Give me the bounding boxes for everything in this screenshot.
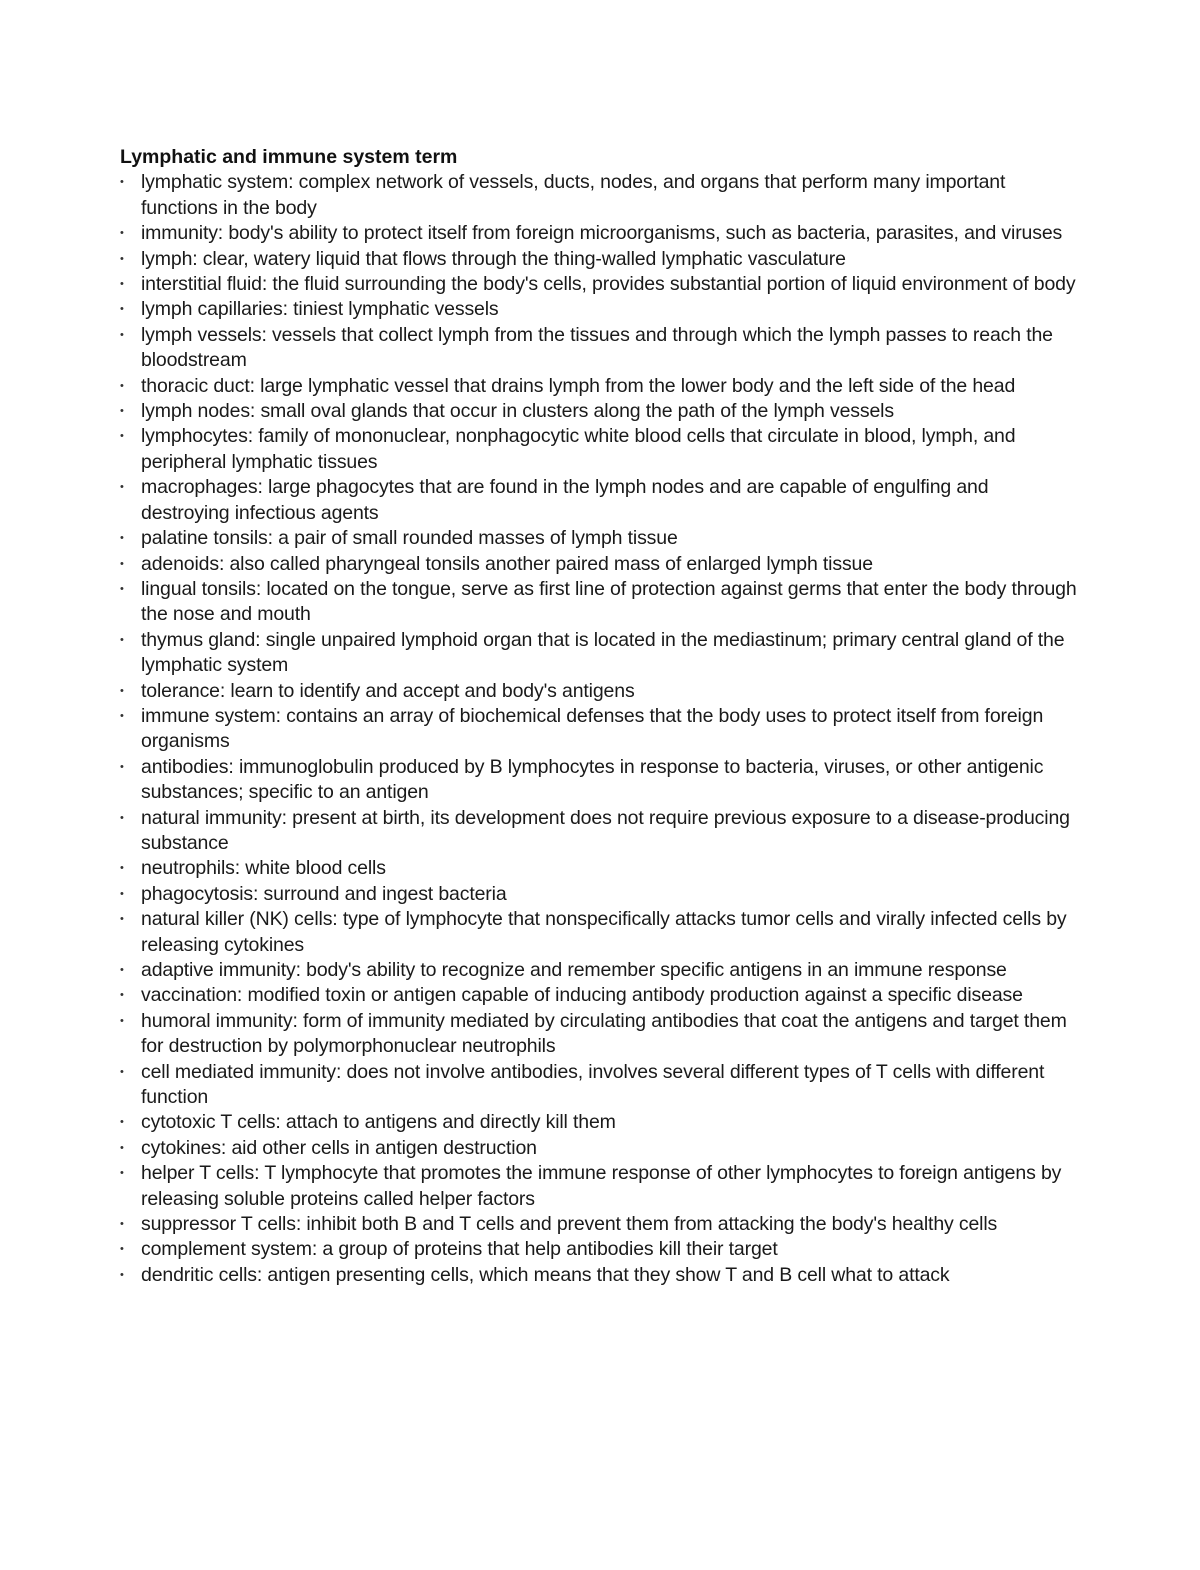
bullet-icon: • [120, 430, 124, 443]
term-list-item [120, 247, 1080, 272]
term-list-item [120, 577, 1080, 628]
bullet-icon: • [120, 1268, 124, 1281]
term-list [120, 170, 1080, 1288]
term-list-item [120, 323, 1080, 374]
document-page [120, 145, 1080, 1288]
term-text: lymphocytes: family of mononuclear, nonphagocytic white blood cells that circulate in blood, lymph, and peripheral lymphatic tissues [141, 425, 1016, 473]
term-text: thymus gland: single unpaired lymphoid organ that is located in the mediastinum; primary central gland of the lymphatic system [141, 628, 1065, 677]
bullet-icon: • [120, 862, 124, 875]
term-list-item [120, 1009, 1080, 1060]
term-text: interstitial fluid: the fluid surrounding the body's cells, provides substantial portion of liquid environment of body [141, 273, 1076, 296]
bullet-icon: • [120, 1014, 124, 1027]
term-list-item [120, 1263, 1080, 1288]
term-list-item [120, 958, 1080, 983]
term-list-item [120, 806, 1080, 857]
term-list-item [120, 221, 1080, 246]
term-text: immune system: contains an array of biochemical defenses that the body uses to protect itself from foreign organisms [141, 704, 1044, 753]
bullet-icon: • [120, 887, 124, 900]
term-text: phagocytosis: surround and ingest bacteria [141, 882, 507, 905]
document-title: Lymphatic and immune system term [120, 146, 458, 168]
bullet-icon: • [120, 252, 124, 265]
bullet-icon: • [120, 811, 124, 824]
term-text: lymphatic system: complex network of vessels, ducts, nodes, and organs that perform many important functions in the body [141, 171, 1006, 219]
term-text: macrophages: large phagocytes that are found in the lymph nodes and are capable of engulfing and destroying infectious agents [141, 476, 989, 524]
bullet-icon: • [120, 227, 124, 240]
bullet-icon: • [120, 913, 124, 926]
term-text: tolerance: learn to identify and accept and body's antigens [141, 679, 635, 702]
term-text: dendritic cells: antigen presenting cells, which means that they show T and B cell what to attack [141, 1263, 950, 1286]
term-list-item [120, 1237, 1080, 1262]
term-list-item [120, 628, 1080, 679]
bullet-icon: • [120, 481, 124, 494]
term-text: lymph vessels: vessels that collect lymph from the tissues and through which the lymph passes to reach the bloodstream [141, 323, 1053, 372]
term-text: neutrophils: white blood cells [141, 857, 386, 880]
term-text: lymph capillaries: tiniest lymphatic vessels [141, 298, 499, 321]
term-text: thoracic duct: large lymphatic vessel that drains lymph from the lower body and the left side of the head [141, 374, 1016, 397]
bullet-icon: • [120, 176, 124, 189]
term-list-item [120, 1110, 1080, 1135]
term-list-item [120, 755, 1080, 806]
term-list-item [120, 297, 1080, 322]
bullet-icon: • [120, 532, 124, 545]
bullet-icon: • [120, 684, 124, 697]
term-list-item [120, 424, 1080, 475]
term-text: lymph: clear, watery liquid that flows through the thing-walled lymphatic vasculature [141, 247, 846, 270]
term-text: humoral immunity: form of immunity mediated by circulating antibodies that coat the antigens and target them for destruction by polymorphonuclear neutrophils [141, 1009, 1067, 1058]
term-text: complement system: a group of proteins that help antibodies kill their target [141, 1238, 778, 1261]
term-text: lymph nodes: small oval glands that occur in clusters along the path of the lymph vessels [141, 400, 894, 423]
term-text: vaccination: modified toxin or antigen capable of inducing antibody production against a specific disease [141, 984, 1023, 1007]
term-text: antibodies: immunoglobulin produced by B lymphocytes in response to bacteria, viruses, or other antigenic substances; specific to an antigen [141, 755, 1044, 804]
bullet-icon: • [120, 379, 124, 392]
term-list-item [120, 170, 1080, 221]
bullet-icon: • [120, 405, 124, 418]
bullet-icon: • [120, 1116, 124, 1129]
term-list-item [120, 1161, 1080, 1212]
bullet-icon: • [120, 709, 124, 722]
term-list-item [120, 679, 1080, 704]
term-text: helper T cells: T lymphocyte that promotes the immune response of other lymphocytes to foreign antigens by releasing soluble proteins called helper factors [141, 1162, 1062, 1210]
bullet-icon: • [120, 1065, 124, 1078]
bullet-icon: • [120, 303, 124, 316]
bullet-icon: • [120, 989, 124, 1002]
term-list-item [120, 374, 1080, 399]
term-list-item [120, 475, 1080, 526]
term-text: palatine tonsils: a pair of small rounded masses of lymph tissue [141, 527, 678, 550]
bullet-icon: • [120, 328, 124, 341]
term-list-item [120, 856, 1080, 881]
term-list-item [120, 907, 1080, 958]
bullet-icon: • [120, 278, 124, 291]
term-list-item [120, 272, 1080, 297]
bullet-icon: • [120, 1141, 124, 1154]
term-text: immunity: body's ability to protect itself from foreign microorganisms, such as bacteria, parasites, and viruses [141, 222, 1063, 245]
bullet-icon: • [120, 964, 124, 976]
term-list-item [120, 882, 1080, 907]
term-text: cell mediated immunity: does not involve antibodies, involves several different types of T cells with different function [141, 1060, 1045, 1109]
term-text: cytokines: aid other cells in antigen destruction [141, 1136, 537, 1159]
term-list-item [120, 1136, 1080, 1161]
term-list-item [120, 526, 1080, 551]
bullet-icon: • [120, 1218, 124, 1231]
term-list-item [120, 1060, 1080, 1111]
bullet-icon: • [120, 1167, 124, 1180]
term-text: natural killer (NK) cells: type of lymphocyte that nonspecifically attacks tumor cells and virally infected cells by releasing cytokines [141, 908, 1067, 956]
term-text: cytotoxic T cells: attach to antigens and directly kill them [141, 1111, 616, 1134]
term-list-item [120, 704, 1080, 755]
term-list-item [120, 552, 1080, 577]
term-list-item [120, 983, 1080, 1008]
bullet-icon: • [120, 760, 124, 773]
term-text: natural immunity: present at birth, its development does not require previous exposure to a disease-producing substance [141, 806, 1070, 854]
term-list-item [120, 399, 1080, 424]
term-text: suppressor T cells: inhibit both B and T cells and prevent them from attacking the body's healthy cells [141, 1213, 998, 1236]
bullet-icon: • [120, 582, 124, 595]
term-text: lingual tonsils: located on the tongue, serve as first line of protection against germs that enter the body through the nose and mouth [141, 577, 1077, 626]
bullet-icon: • [120, 557, 124, 570]
term-text: adenoids: also called pharyngeal tonsils another paired mass of enlarged lymph tissue [141, 552, 873, 575]
term-text: adaptive immunity: body's ability to recognize and remember specific antigens in an immune response [141, 959, 1007, 981]
bullet-icon: • [120, 633, 124, 646]
term-list-item [120, 1212, 1080, 1237]
bullet-icon: • [120, 1243, 124, 1256]
